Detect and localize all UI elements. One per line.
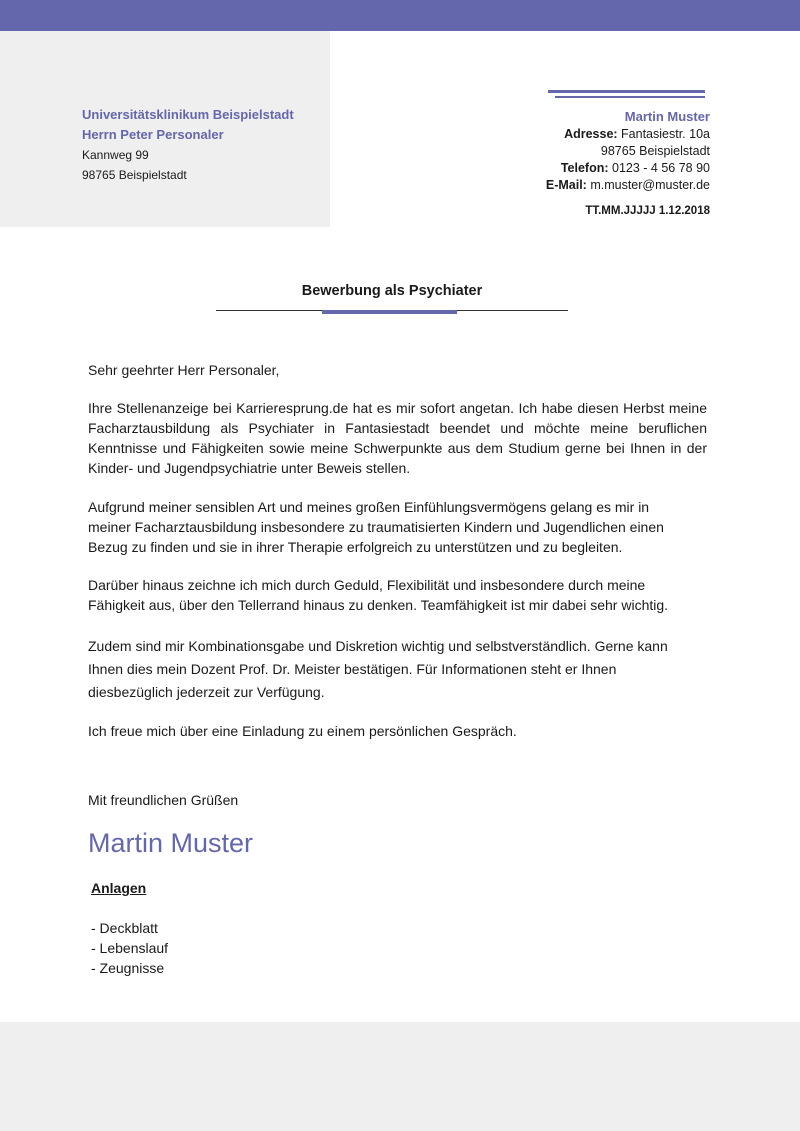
attachment-item: - Zeugnisse xyxy=(91,960,165,976)
sender-name: Martin Muster xyxy=(624,109,710,124)
recipient-address xyxy=(82,105,294,185)
attachments-title: Anlagen xyxy=(91,880,147,896)
sender-address-label: Adresse: xyxy=(564,127,618,141)
paragraph-2-line: Bezug zu finden und sie in ihrer Therapie erfolgreich zu unterstützen und zu begleiten. xyxy=(88,539,623,555)
paragraph-1: Ihre Stellenanzeige bei Karrieresprung.de hat es mir sofort angetan. Ich habe diesen Herbst meine Facharztausbildung als Psychiater in Fantasiestadt beendet und möchte meine beruflichen Kenntnisse und Fähigkeiten sowie meine Schwerpunkte aus dem Studium gerne bei Ihnen in der Kinder- und Jugendpsychiatrie unter Beweis stellen. xyxy=(88,400,707,476)
paragraph-3-line: Darüber hinaus zeichne ich mich durch Geduld, Flexibilität und insbesondere durch meine xyxy=(88,577,646,593)
attachment-item: - Deckblatt xyxy=(91,920,158,936)
paragraph-2-line: meiner Facharztausbildung insbesondere zu traumatisierten Kindern und Jugendlichen einen xyxy=(88,519,664,535)
letter-date: TT.MM.JJJJJ 1.12.2018 xyxy=(585,205,710,217)
attachments-section xyxy=(91,878,168,978)
recipient-contact: Herrn Peter Personaler xyxy=(82,127,224,142)
paragraph-4 xyxy=(88,635,707,704)
sender-phone-row xyxy=(546,160,710,177)
attachment-item: - Lebenslauf xyxy=(91,940,169,956)
paragraph-5: Ich freue mich über eine Einladung zu einem persönlichen Gespräch. xyxy=(88,723,517,739)
letter-subject: Bewerbung als Psychiater xyxy=(301,283,483,299)
sender-block xyxy=(546,107,710,194)
signature: Martin Muster xyxy=(88,828,254,858)
sender-phone-label: Telefon: xyxy=(560,161,609,175)
recipient-city: 98765 Beispielstadt xyxy=(82,168,187,182)
sender-email-row xyxy=(546,177,710,194)
sender-line-bottom xyxy=(555,96,705,98)
paragraph-4-line: Zudem sind mir Kombinationsgabe und Diskretion wichtig und selbstverständlich. Gerne kann xyxy=(88,638,668,654)
top-accent-bar xyxy=(0,0,800,31)
paragraph-3-line: Fähigkeit aus, über den Tellerrand hinaus zu denken. Teamfähigkeit ist mir dabei sehr wichtig. xyxy=(88,597,669,613)
sender-phone: 0123 - 4 56 78 90 xyxy=(612,161,710,175)
paragraph-4-line: Ihnen dies mein Dozent Prof. Dr. Meister bestätigen. Für Informationen steht er Ihnen xyxy=(88,661,617,677)
sender-line-top xyxy=(548,90,705,93)
paragraph-3 xyxy=(88,575,707,615)
recipient-organization: Universitätsklinikum Beispielstadt xyxy=(82,107,294,122)
sender-city: 98765 Beispielstadt xyxy=(600,144,710,158)
letter-greeting: Sehr geehrter Herr Personaler, xyxy=(88,362,280,378)
sender-email-label: E-Mail: xyxy=(545,178,587,192)
sender-address: Fantasiestr. 10a xyxy=(621,127,710,141)
paragraph-4-line: diesbezüglich jederzeit zur Verfügung. xyxy=(88,684,325,700)
sender-address-row xyxy=(546,126,710,143)
paragraph-2-line: Aufgrund meiner sensiblen Art und meines großen Einfühlungsvermögens gelang es mir in xyxy=(88,499,650,515)
subject-accent-bar xyxy=(322,310,457,314)
paragraph-2 xyxy=(88,497,707,557)
footer-panel xyxy=(0,1022,800,1131)
recipient-street: Kannweg 99 xyxy=(82,148,149,162)
sender-email: m.muster@muster.de xyxy=(590,178,710,192)
letter-closing: Mit freundlichen Grüßen xyxy=(88,792,239,808)
sender-decoration xyxy=(548,90,705,98)
